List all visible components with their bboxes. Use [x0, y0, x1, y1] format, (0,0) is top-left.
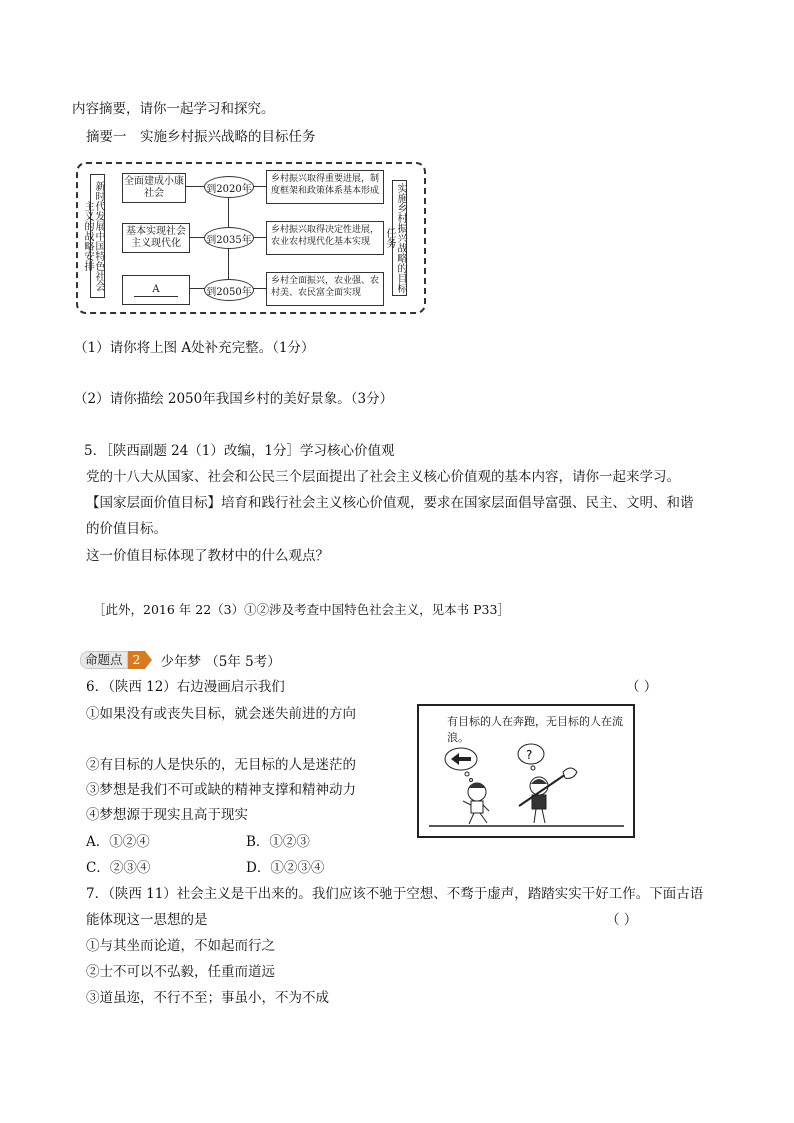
q6-option-4: ④梦想源于现实且高于现实 — [86, 807, 248, 823]
stage1-year: 到2020年 — [204, 176, 254, 198]
stage2-desc: 乡村振兴取得决定性进展，农业农村现代化基本实现 — [266, 221, 384, 255]
stage2-year: 到2035年 — [204, 227, 254, 249]
comic-caption: 有目标的人在奔跑，无目标的人在流浪。 — [447, 715, 623, 744]
q6-choice-A[interactable]: A．①②④ — [86, 834, 150, 850]
badge-number: 2 — [128, 651, 146, 669]
stage3-desc: 乡村全面振兴，农业强、农村美、农民富全面实现 — [266, 272, 384, 306]
note-text: ［此外，2016 年 22（3）①②涉及考查中国特色社会主义，见本书 P33］ — [93, 602, 510, 617]
q6-bracket: （ ） — [626, 679, 658, 695]
q7-option-2: ②士不可以不弘毅，任重而道远 — [86, 964, 275, 980]
stage1-goal: 全面建成小康社会 — [122, 173, 186, 203]
svg-text:?: ? — [526, 748, 533, 762]
stage2-goal: 基本实现社会主义现代化 — [122, 223, 190, 253]
q6-option-3: ③梦想是我们不可或缺的精神支撑和精神动力 — [86, 782, 356, 798]
right-vertical-label: 实施乡村振兴战略的目标任务 — [392, 180, 407, 296]
intro-text: 内容摘要，请你一起学习和探究。 — [72, 101, 275, 117]
left-vertical-label: 新时代发展中国特色社会主义的战略安排 — [90, 174, 105, 298]
q6-option-2: ②有目标的人是快乐的，无目标的人是迷茫的 — [86, 757, 356, 773]
q7-line1: 7．（陕西 11）社会主义是干出来的。我们应该不驰于空想、不骛于虚声，踏踏实实干好工作。下面古语 — [86, 886, 704, 902]
q5-line2: 【国家层面价值目标】培育和践行社会主义核心价值观，要求在国家层面倡导富强、民主、文明、和谐 — [86, 495, 694, 511]
q7-option-3: ③道虽迩，不行不至；事虽小，不为不成 — [86, 990, 329, 1006]
stage3-goal-A — [122, 275, 190, 305]
question-2: （2）请你描绘 2050年我国乡村的美好景象。（3分） — [74, 391, 394, 407]
question-1: （1）请你将上图 A处补充完整。（1分） — [74, 340, 315, 356]
badge-label: 命题点 — [80, 651, 128, 669]
q5-header: 5．［陕西副题 24（1）改编，1分］学习核心价值观 — [84, 443, 395, 459]
q7-line2: 能体现这一思想的是 — [86, 912, 208, 928]
q6-choice-C[interactable]: C．②③④ — [86, 860, 151, 876]
stage1-desc: 乡村振兴取得重要进展，制度框架和政策体系基本形成 — [266, 170, 384, 204]
topic-badge — [80, 651, 281, 669]
q6-choice-B[interactable]: B．①②③ — [246, 834, 310, 850]
comic-illustration — [417, 704, 635, 838]
q7-bracket: （ ） — [606, 912, 638, 928]
q7-option-1: ①与其坐而论道，不如起而行之 — [86, 938, 275, 954]
summary1-title: 摘要一 实施乡村振兴战略的目标任务 — [86, 129, 316, 145]
q5-line4: 这一价值目标体现了教材中的什么观点？ — [86, 548, 329, 564]
q6-stem: 6．（陕西 12）右边漫画启示我们 — [86, 679, 285, 695]
q6-choice-D[interactable]: D．①②③④ — [246, 860, 325, 876]
q5-line1: 党的十八大从国家、社会和公民三个层面提出了社会主义核心价值观的基本内容，请你一起来学习。 — [86, 469, 680, 485]
goal-diagram — [76, 162, 426, 314]
q5-line3: 的价值目标。 — [86, 521, 167, 537]
comic-drawing — [419, 706, 633, 836]
stage3-year: 到2050年 — [204, 279, 254, 301]
badge-arrow — [145, 651, 152, 669]
q6-option-1: ①如果没有或丧失目标，就会迷失前进的方向 — [86, 706, 356, 722]
badge-text: 少年梦 （5年 5考） — [160, 654, 281, 670]
blank-A[interactable]: A — [134, 284, 178, 297]
